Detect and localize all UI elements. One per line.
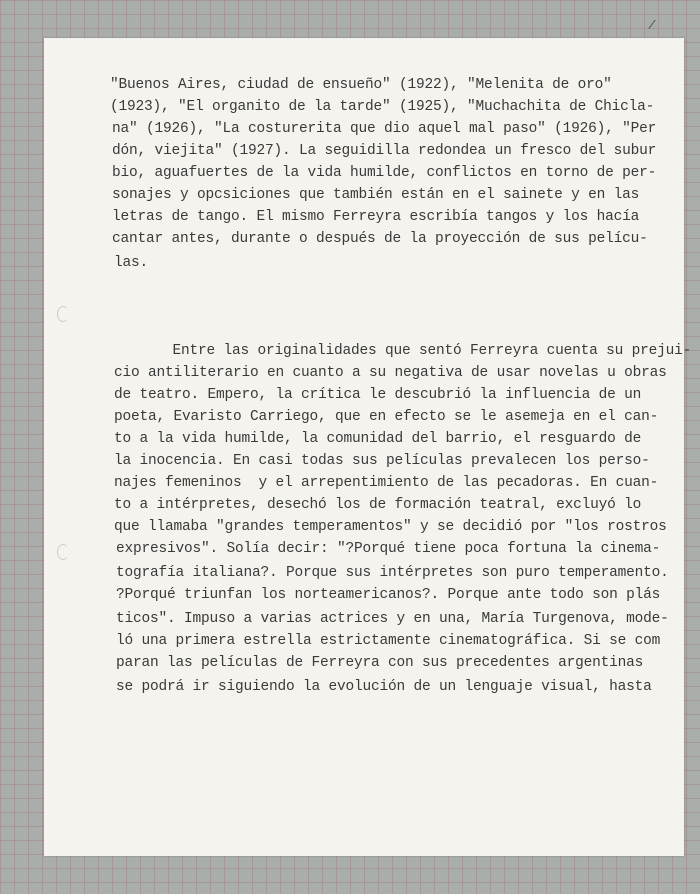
- text-line: to a la vida humilde, la comunidad del barrio, el resguardo de: [114, 431, 642, 447]
- text-line: de teatro. Empero, la crítica le descubrió la influencia de un: [114, 387, 642, 403]
- typewritten-page: [44, 38, 692, 856]
- text-line: ?Porqué triunfan los norteamericanos?. Porque ante todo son plás: [116, 587, 661, 603]
- text-line: to a intérpretes, desechó los de formación teatral, excluyó lo: [114, 497, 642, 513]
- text-line: sonajes y opcsiciones que también están en el sainete y en las: [112, 187, 640, 203]
- text-line: Entre las originalidades que sentó Ferreyra cuenta su prejui-: [130, 343, 692, 359]
- text-line: bio, aguafuertes de la vida humilde, conflictos en torno de per-: [112, 165, 657, 181]
- text-line: letras de tango. El mismo Ferreyra escribía tangos y los hacía: [112, 209, 640, 225]
- text-line: se podrá ir siguiendo la evolución de un lenguaje visual, hasta: [116, 679, 652, 695]
- text-line: cio antiliterario en cuanto a su negativa de usar novelas u obras: [114, 365, 667, 381]
- text-line: ticos". Impuso a varias actrices y en una, María Turgenova, mode-: [116, 611, 669, 627]
- text-line: expresivos". Solía decir: "?Porqué tiene poca fortuna la cinema-: [116, 541, 661, 557]
- text-line: la inocencia. En casi todas sus películas prevalecen los perso-: [114, 453, 650, 469]
- text-line: (1923), "El organito de la tarde" (1925), "Muchachita de Chicla-: [110, 99, 655, 115]
- page-number: /: [647, 17, 658, 34]
- text-line: que llamaba "grandes temperamentos" y se decidió por "los rostros: [114, 519, 667, 535]
- punch-hole-mark: [57, 544, 69, 560]
- text-line: na" (1926), "La costurerita que dio aquel mal paso" (1926), "Per: [112, 121, 657, 137]
- text-line: las.: [114, 255, 149, 271]
- text-line: paran las películas de Ferreyra con sus precedentes argentinas: [116, 655, 644, 671]
- text-line: dón, viejita" (1927). La seguidilla redondea un fresco del subur: [112, 143, 657, 159]
- punch-hole-mark: [57, 306, 69, 322]
- text-line: "Buenos Aires, ciudad de ensueño" (1922), "Melenita de oro": [110, 77, 612, 93]
- text-line: poeta, Evaristo Carriego, que en efecto se le asemeja en el can-: [114, 409, 659, 425]
- text-line: tografía italiana?. Porque sus intérpretes son puro temperamento.: [116, 565, 669, 581]
- text-line: najes femeninos y el arrepentimiento de las pecadoras. En cuan-: [114, 475, 659, 491]
- text-line: ló una primera estrella estrictamente cinematográfica. Si se com: [116, 633, 661, 649]
- text-line: cantar antes, durante o después de la proyección de sus pelícu-: [112, 231, 648, 247]
